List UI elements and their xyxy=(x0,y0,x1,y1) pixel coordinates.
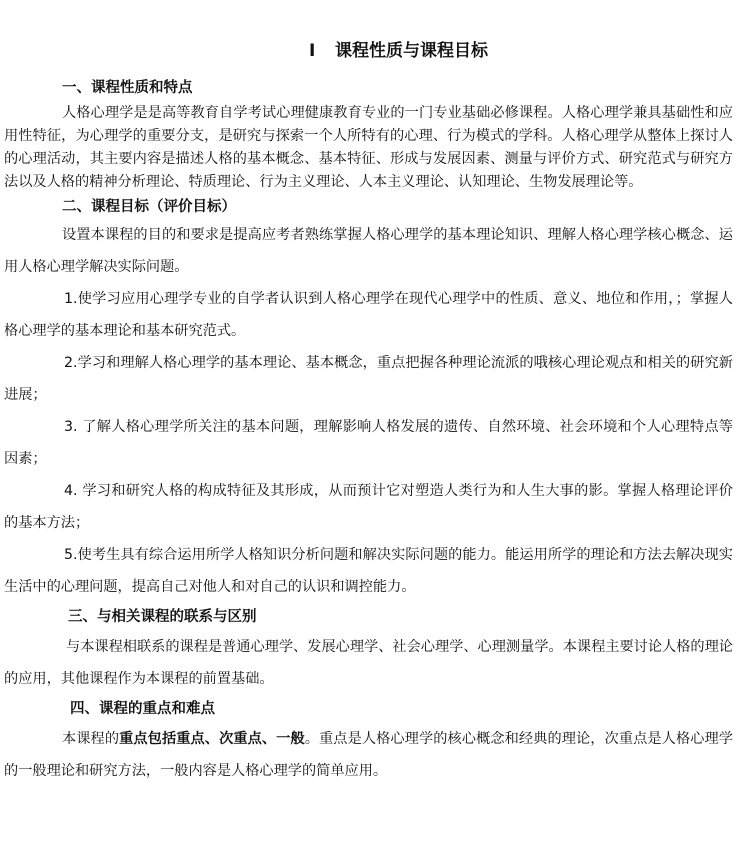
section-heading: 二、课程目标（评价目标） xyxy=(62,199,236,215)
paragraph-lead-bold: 重点包括重点、次重点、一般 xyxy=(119,731,305,747)
section-related-courses xyxy=(4,603,733,695)
list-item: 4. 学习和研究人格的构成特征及其形成，从而预计它对塑造人类行为和人生大事的影。掌握人格理论评价的基本方法； xyxy=(4,483,733,531)
paragraph-lead: 本课程的 xyxy=(62,731,120,747)
section-heading: 四、课程的重点和难点 xyxy=(70,701,215,717)
section-key-points xyxy=(4,695,733,787)
document-title xyxy=(4,0,733,64)
paragraph xyxy=(4,723,733,787)
list-item: 3. 了解人格心理学所关注的基本问题，理解影响人格发展的遗传、自然环境、社会环境和个人心理特点等因素； xyxy=(4,419,733,467)
title-text: 课程性质与课程目标 xyxy=(335,41,488,61)
paragraph: 设置本课程的目的和要求是提高应考者熟练掌握人格心理学的基本理论知识、理解人格心理学核心概念、运用人格心理学解决实际问题。 xyxy=(4,227,733,275)
section-course-objectives xyxy=(4,196,733,603)
section-course-nature xyxy=(4,77,733,194)
section-heading: 三、与相关课程的联系与区别 xyxy=(68,609,257,625)
title-number: I xyxy=(309,41,316,61)
list-item: 2.学习和理解人格心理学的基本理论、基本概念，重点把握各种理论流派的哦核心理论观点和相关的研究新进展； xyxy=(4,355,733,403)
paragraph: 人格心理学是是高等教育自学考试心理健康教育专业的一门专业基础必修课程。人格心理学兼具基础性和应用性特征，为心理学的重要分支，是研究与探索一个人所特有的心理、行为模式的学科。人格心理学从整体上探讨人的心理活动，其主要内容是描述人格的基本概念、基本特征、形成与发展因素、测量与评价方式、研究范式与研究方法以及人格的精神分析理论、特质理论、行为主义理论、人本主义理论、认知理论、生物发展理论等。 xyxy=(4,105,733,190)
paragraph-rest: 。重点是人格心理学的核心概念和经典的理论，次重点是人格心理学的一般理论和研究方法，一般内容是人格心理学的简单应用。 xyxy=(4,731,733,779)
list-item: 5.使考生具有综合运用所学人格知识分析问题和解决实际问题的能力。能运用所学的理论和方法去解决现实生活中的心理问题，提高自己对他人和对自己的认识和调控能力。 xyxy=(4,547,733,595)
list-item: 1.使学习应用心理学专业的自学者认识到人格心理学在现代心理学中的性质、意义、地位和作用，；掌握人格心理学的基本理论和基本研究范式。 xyxy=(4,291,733,339)
section-heading: 一、课程性质和特点 xyxy=(62,80,193,96)
paragraph: 与本课程相联系的课程是普通心理学、发展心理学、社会心理学、心理测量学。本课程主要讨论人格的理论的应用，其他课程作为本课程的前置基础。 xyxy=(4,639,733,687)
